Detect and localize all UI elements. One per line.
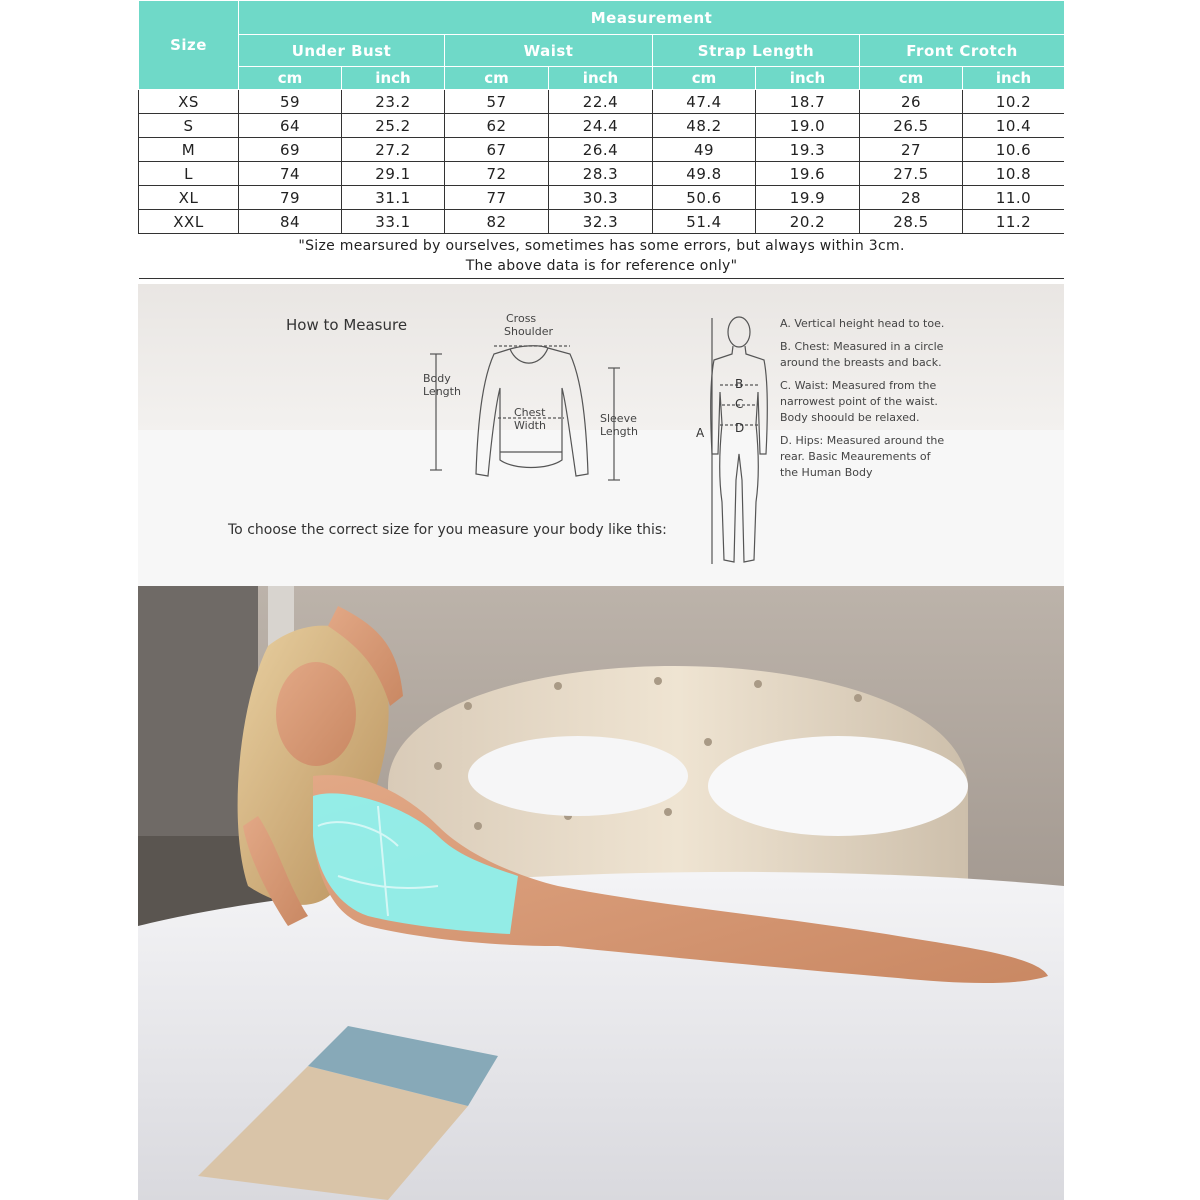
measurement-cell: 19.6 [756, 162, 860, 186]
unit-header: inch [549, 67, 653, 90]
group-header: Waist [445, 35, 653, 67]
measurement-cell: 48.2 [653, 114, 756, 138]
measurement-cell: 26.5 [860, 114, 963, 138]
measurement-cell: 82 [445, 210, 549, 234]
measurement-cell: 49 [653, 138, 756, 162]
measurement-cell: 19.0 [756, 114, 860, 138]
size-rows [139, 90, 1065, 234]
legend-d: D. Hips: Measured around the rear. Basic Meaurements of the Human Body [780, 434, 945, 479]
measurement-cell: 19.3 [756, 138, 860, 162]
measurement-cell: 50.6 [653, 186, 756, 210]
measurement-header: Measurement [239, 1, 1065, 35]
size-cell: M [139, 138, 239, 162]
measurement-cell: 30.3 [549, 186, 653, 210]
measurement-cell: 31.1 [342, 186, 445, 210]
measurement-cell: 23.2 [342, 90, 445, 114]
unit-header: inch [756, 67, 860, 90]
how-to-measure-section [138, 284, 1064, 586]
measurement-cell: 19.9 [756, 186, 860, 210]
unit-header: inch [963, 67, 1065, 90]
measurement-cell: 27 [860, 138, 963, 162]
measurement-cell: 27.2 [342, 138, 445, 162]
measurement-cell: 26 [860, 90, 963, 114]
measurement-cell: 59 [239, 90, 342, 114]
measurement-cell: 28.3 [549, 162, 653, 186]
size-cell: XL [139, 186, 239, 210]
legend-c: C. Waist: Measured from the narrowest point of the waist. Body shoould be relaxed. [780, 379, 938, 424]
size-row [139, 186, 1065, 210]
size-row [139, 90, 1065, 114]
group-header: Strap Length [653, 35, 860, 67]
measurement-cell: 32.3 [549, 210, 653, 234]
measurement-cell: 27.5 [860, 162, 963, 186]
measurement-cell: 47.4 [653, 90, 756, 114]
size-row [139, 138, 1065, 162]
measurement-cell: 49.8 [653, 162, 756, 186]
size-note-line-1: "Size mearsured by ourselves, sometimes has some errors, but always within 3cm. [298, 238, 905, 254]
size-note-row [139, 234, 1065, 279]
chest-width-line1: Chest [514, 406, 546, 419]
how-to-measure-title: How to Measure [286, 316, 408, 334]
measurement-cell: 24.4 [549, 114, 653, 138]
measurement-cell: 74 [239, 162, 342, 186]
body-length-line2: Length [423, 385, 461, 398]
product-photo [138, 586, 1064, 1200]
cross-label-line1: Cross [506, 312, 537, 325]
legend-a: A. Vertical height head to toe. [780, 317, 945, 330]
measurement-cell: 18.7 [756, 90, 860, 114]
human-figure-icon [711, 317, 768, 564]
letter-d: D [735, 421, 745, 435]
cross-label-line2: Shoulder [504, 325, 553, 338]
unit-header: cm [445, 67, 549, 90]
measurement-cell: 26.4 [549, 138, 653, 162]
size-row [139, 114, 1065, 138]
measurement-cell: 29.1 [342, 162, 445, 186]
measurement-cell: 64 [239, 114, 342, 138]
unit-header: cm [239, 67, 342, 90]
size-cell: XS [139, 90, 239, 114]
measurement-cell: 10.8 [963, 162, 1065, 186]
size-header: Size [139, 1, 239, 90]
size-note-line-2: The above data is for reference only" [465, 258, 738, 274]
body-length-line1: Body [423, 372, 451, 385]
legend-b: B. Chest: Measured in a circle around the breasts and back. [780, 340, 944, 369]
letter-b: B [735, 377, 744, 391]
measurement-cell: 57 [445, 90, 549, 114]
measurement-cell: 33.1 [342, 210, 445, 234]
measure-legend [780, 316, 950, 488]
size-cell: L [139, 162, 239, 186]
size-cell: XXL [139, 210, 239, 234]
unit-header-row [139, 67, 1065, 90]
unit-header: cm [653, 67, 756, 90]
measurement-cell: 51.4 [653, 210, 756, 234]
choose-size-instruction: To choose the correct size for you measure your body like this: [228, 522, 667, 538]
measurement-cell: 11.0 [963, 186, 1065, 210]
measurement-cell: 67 [445, 138, 549, 162]
size-row [139, 210, 1065, 234]
measurement-cell: 20.2 [756, 210, 860, 234]
size-row [139, 162, 1065, 186]
sleeve-length-line1: Sleeve [600, 412, 637, 425]
size-table [138, 0, 1064, 279]
size-cell: S [139, 114, 239, 138]
letter-a: A [696, 426, 705, 440]
measurement-cell: 10.2 [963, 90, 1065, 114]
measurement-cell: 11.2 [963, 210, 1065, 234]
unit-header: cm [860, 67, 963, 90]
measurement-cell: 10.6 [963, 138, 1065, 162]
model-face [276, 662, 356, 766]
group-header-row [139, 35, 1065, 67]
measurement-cell: 79 [239, 186, 342, 210]
size-note [139, 234, 1065, 279]
pillow-right [708, 736, 968, 836]
size-chart-panel [138, 0, 1064, 1200]
measurement-cell: 69 [239, 138, 342, 162]
measurement-cell: 84 [239, 210, 342, 234]
sleeve-length-line2: Length [600, 425, 638, 438]
unit-header: inch [342, 67, 445, 90]
group-header: Under Bust [239, 35, 445, 67]
measurement-cell: 28 [860, 186, 963, 210]
measurement-cell: 10.4 [963, 114, 1065, 138]
measurement-cell: 77 [445, 186, 549, 210]
pillow-left [468, 736, 688, 816]
measurement-cell: 72 [445, 162, 549, 186]
measurement-cell: 22.4 [549, 90, 653, 114]
measurement-cell: 25.2 [342, 114, 445, 138]
chest-width-line2: Width [514, 419, 546, 432]
group-header: Front Crotch [860, 35, 1065, 67]
letter-c: C [735, 397, 744, 411]
measurement-cell: 28.5 [860, 210, 963, 234]
measurement-cell: 62 [445, 114, 549, 138]
